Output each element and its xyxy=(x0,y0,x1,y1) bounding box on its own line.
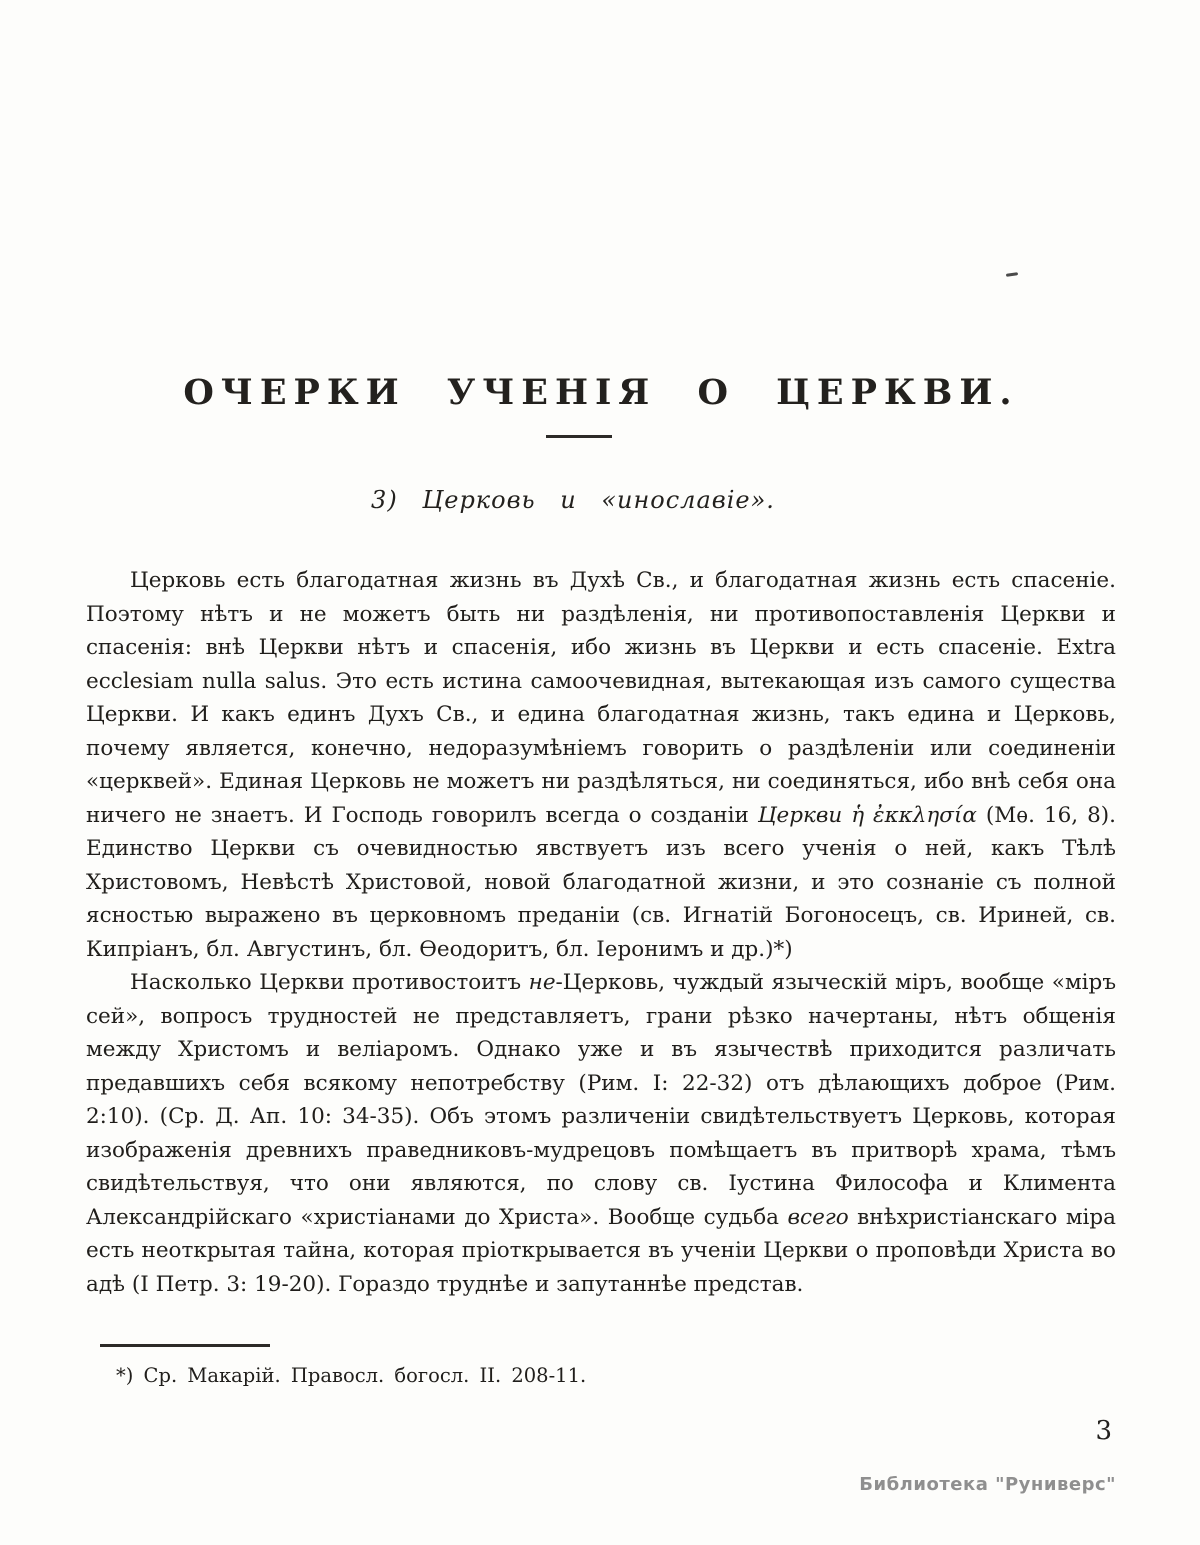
page-title: ОЧЕРКИ УЧЕНІЯ О ЦЕРКВИ. xyxy=(183,372,1019,413)
p2-run2-italic: не xyxy=(528,970,556,995)
p2-run5: внѣхристіанскаго міра есть неоткрытая тайна, которая пріоткрывается въ ученіи Церкви о проповѣди Христа во адѣ (I Петр. 3: 19-20). Гораздо труднѣе и запутаннѣе представ. xyxy=(86,1204,1116,1297)
p2-run3: -Церковь, чуждый языческій міръ, вообще «міръ сей», вопросъ трудностей не представляетъ, грани рѣзко начертаны, нѣтъ общенія между Христомъ и веліаромъ. Однако уже и въ язычествѣ приходится различать предавшихъ себя всякому непотребству (Рим. I: 22-32) отъ дѣлающихъ доброе (Рим. 2:10). (Ср. Д. Ап. 10: 34-35). Объ этомъ различеніи свидѣтельствуетъ Церковь, которая изображенія древнихъ праведниковъ-мудрецовъ помѣщаетъ въ притворѣ храма, тѣмъ свидѣтельствуя, что они являются, по слову св. Іустина Философа и Климента Александрійскаго «христіанами до Христа». Вообще судьба xyxy=(86,970,1116,1230)
p2-run4-italic: всего xyxy=(787,1204,849,1230)
body-text xyxy=(86,564,1116,1301)
watermark: Библиотека "Руниверс" xyxy=(859,1474,1116,1495)
p2-run1: Насколько Церкви противостоитъ xyxy=(130,970,529,995)
paragraph-1 xyxy=(86,564,1116,966)
p1-run2-italic: Церкви ἡ ἐκκλησία xyxy=(757,802,977,828)
footnote: *) Ср. Макарій. Правосл. богосл. II. 208-11. xyxy=(116,1364,587,1387)
p1-run3: (Мѳ. 16, 8). Единство Церкви съ очевидностью явствуетъ изъ всего ученія о ней, какъ Тѣлѣ Христовомъ, Невѣстѣ Христовой, новой благодатной жизни, и это сознаніе съ полной ясностью выражено въ церковномъ преданіи (св. Игнатій Богоносецъ, св. Ириней, св. Кипріанъ, бл. Августинъ, бл. Ѳеодоритъ, бл. Іеронимъ и др.)*) xyxy=(86,802,1116,962)
page-number: 3 xyxy=(1095,1416,1112,1446)
footnote-rule xyxy=(100,1344,270,1347)
section-heading: 3) Церковь и «инославіе». xyxy=(371,486,775,514)
p1-run1: Церковь есть благодатная жизнь въ Духѣ Св., и благодатная жизнь есть спасеніе. Поэтому нѣтъ и не можетъ быть ни раздѣленія, ни противопоставленія Церкви и спасенія: внѣ Церкви нѣтъ и спасенія, ибо жизнь въ Церкви и есть спасеніе. Extra ecclesiam nulla salus. Это есть истина самоочевидная, вытекающая изъ самого существа Церкви. И какъ единъ Духъ Св., и едина благодатная жизнь, такъ едина и Церковь, почему является, конечно, недоразумѣніемъ говорить о раздѣленіи или соединеніи «церквей». Единая Церковь не можетъ ни раздѣляться, ни соединяться, ибо внѣ себя она ничего не знаетъ. И Господь говорилъ всегда о созданіи xyxy=(86,568,1116,828)
paragraph-2 xyxy=(86,966,1116,1301)
title-rule xyxy=(546,435,612,438)
